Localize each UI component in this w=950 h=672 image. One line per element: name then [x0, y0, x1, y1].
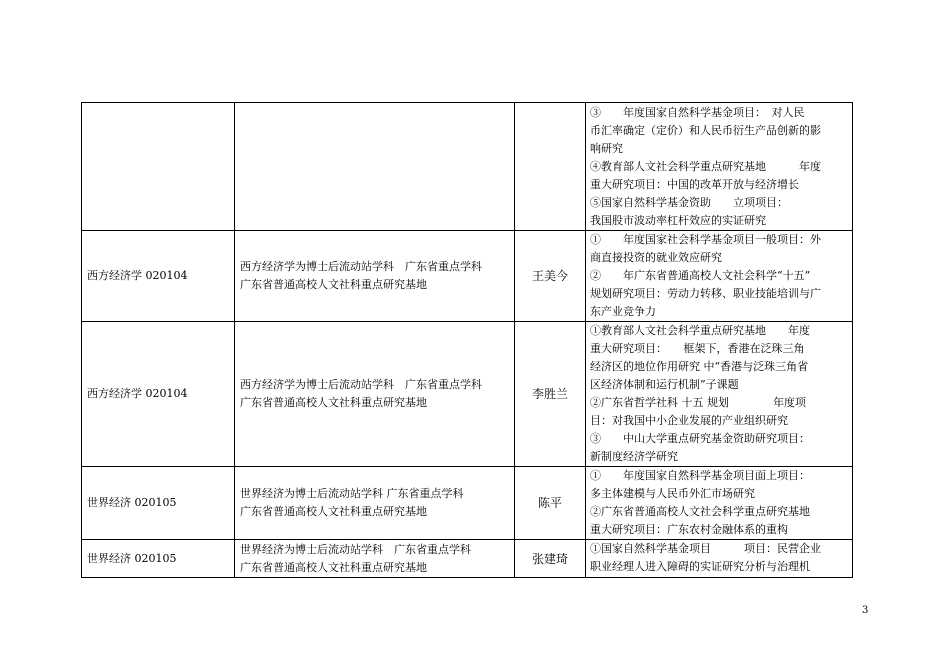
projects-cell: [586, 467, 853, 540]
project-line: 经济区的地位作用研究 中“香港与泛珠三角省: [590, 360, 809, 373]
projects-table: [81, 102, 853, 578]
table-row: [82, 467, 853, 540]
projects-cell: [586, 322, 853, 467]
basis-line: 广东省普通高校人文社科重点研究基地: [240, 560, 427, 574]
basis-line: 广东省普通高校人文社科重点研究基地: [240, 505, 427, 518]
basis-cell: [235, 467, 515, 540]
basis-line: 广东省普通高校人文社科重点研究基地: [240, 278, 427, 291]
discipline-cell: 世界经济 020105: [82, 540, 235, 578]
person-cell: 王美今: [515, 231, 586, 322]
project-line: ④教育部人文社会科学重点研究基地 年度: [590, 160, 821, 173]
person-cell: 陈平: [515, 467, 586, 540]
project-line: 我国股市波动率杠杆效应的实证研究: [590, 214, 766, 227]
project-line: ③ 中山大学重点研究基金资助研究项目：: [590, 432, 810, 445]
project-line: ③ 年度国家自然科学基金项目： 对人民: [590, 106, 805, 119]
table-row: [82, 103, 853, 231]
project-line: ⑤国家自然科学基金资助 立项项目：: [590, 196, 788, 209]
person-cell: [515, 103, 586, 231]
projects-cell: [586, 103, 853, 231]
project-line: 职业经理人进入障碍的实证研究分析与治理机: [590, 560, 810, 573]
basis-line: 世界经济为博士后流动站学科 广东省重点学科: [240, 542, 471, 556]
project-line: 新制度经济学研究: [590, 450, 678, 463]
person-cell: 张建琦: [515, 540, 586, 578]
project-line: 多主体建模与人民币外汇市场研究: [590, 487, 755, 500]
project-line: 目：对我国中小企业发展的产业组织研究: [590, 414, 788, 427]
basis-line: 西方经济学为博士后流动站学科 广东省重点学科: [240, 260, 482, 273]
discipline-cell: 西方经济学 020104: [82, 322, 235, 467]
project-line: ①教育部人文社会科学重点研究基地 年度: [590, 324, 810, 337]
basis-cell: [235, 103, 515, 231]
project-line: ② 年广东省普通高校人文社会科学“十五”: [590, 269, 811, 282]
basis-cell: [235, 231, 515, 322]
basis-line: 世界经济为博士后流动站学科 广东省重点学科: [240, 487, 464, 500]
project-line: ① 年度国家自然科学基金项目面上项目：: [590, 469, 810, 482]
project-line: 商直接投资的就业效应研究: [590, 251, 722, 264]
project-line: 重大研究项目：广东农村金融体系的重构: [590, 523, 788, 536]
project-line: 重大研究项目：中国的改革开放与经济增长: [590, 178, 799, 191]
project-line: 区经济体制和运行机制”子课题: [590, 378, 739, 391]
basis-cell: [235, 322, 515, 467]
project-line: 响研究: [590, 142, 623, 155]
basis-cell: [235, 540, 515, 578]
project-line: ① 年度国家社会科学基金项目一般项目：外: [590, 233, 821, 246]
projects-cell: [586, 231, 853, 322]
project-line: 规划研究项目：劳动力转移、职业技能培训与广: [590, 287, 821, 300]
project-line: ①国家自然科学基金项目 项目：民营企业: [590, 542, 821, 555]
discipline-cell: 西方经济学 020104: [82, 231, 235, 322]
table-row: [82, 322, 853, 467]
person-cell: 李胜兰: [515, 322, 586, 467]
basis-line: 西方经济学为博士后流动站学科 广东省重点学科: [240, 378, 482, 391]
basis-line: 广东省普通高校人文社科重点研究基地: [240, 396, 427, 409]
project-line: 东产业竞争力: [590, 305, 656, 318]
table-row: [82, 540, 853, 578]
discipline-cell: [82, 103, 235, 231]
project-line: 重大研究项目： 框架下，香港在泛珠三角: [590, 342, 805, 355]
project-line: 币汇率确定（定价）和人民币衍生产品创新的影: [590, 124, 821, 137]
projects-cell: [586, 540, 853, 578]
project-line: ②广东省哲学社科 十五 规划 年度项: [590, 396, 806, 409]
discipline-cell: 世界经济 020105: [82, 467, 235, 540]
project-line: ②广东省普通高校人文社会科学重点研究基地: [590, 505, 810, 518]
table-row: [82, 231, 853, 322]
page-number: 3: [862, 605, 869, 616]
